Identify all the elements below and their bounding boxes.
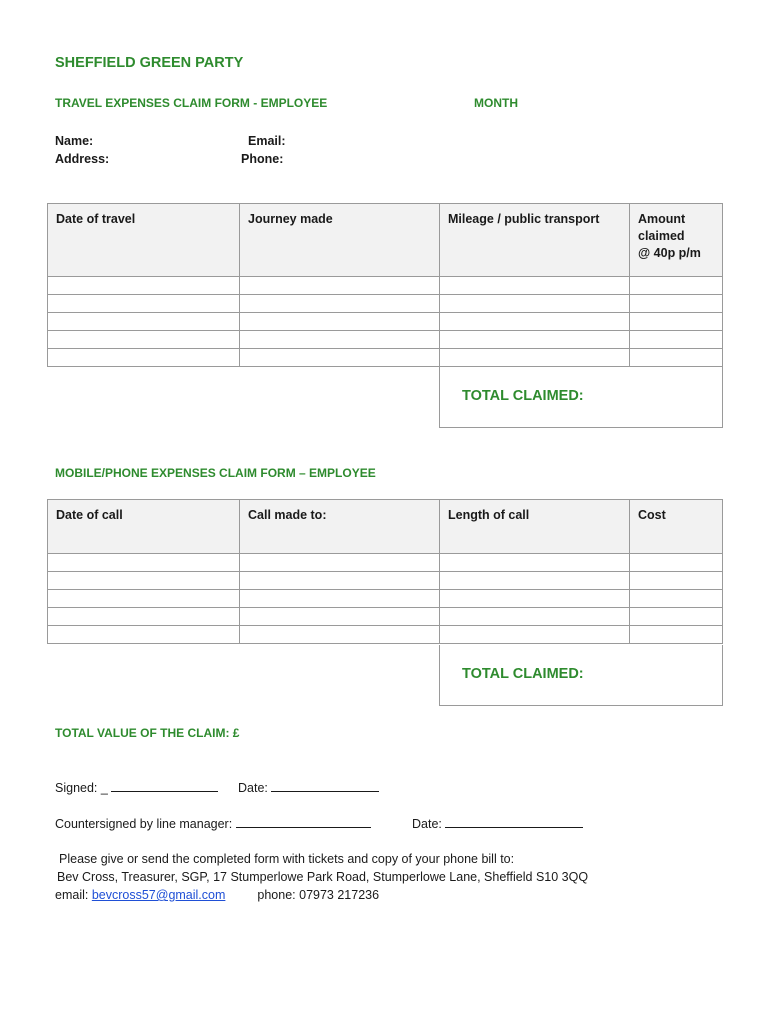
table-cell[interactable]	[440, 295, 630, 313]
table-cell[interactable]	[630, 331, 723, 349]
signed-label: Signed: _	[55, 781, 112, 795]
footer-instructions	[55, 850, 755, 904]
table-cell[interactable]	[240, 608, 440, 626]
date2-label: Date:	[412, 817, 446, 831]
col-date-of-travel: Date of travel	[48, 204, 240, 277]
phone-total-label: TOTAL CLAIMED:	[462, 666, 584, 682]
phone-total-box	[439, 645, 723, 706]
month-label: MONTH	[474, 96, 518, 110]
email-prefix: email:	[55, 888, 92, 902]
table-cell[interactable]	[630, 295, 723, 313]
table-cell[interactable]	[240, 554, 440, 572]
table-cell[interactable]	[630, 554, 723, 572]
col-cost: Cost	[630, 500, 723, 554]
amount-line-1: Amount	[638, 212, 686, 226]
col-mileage: Mileage / public transport	[440, 204, 630, 277]
table-cell[interactable]	[630, 313, 723, 331]
table-cell[interactable]	[48, 626, 240, 644]
travel-expenses-table	[47, 203, 723, 367]
table-cell[interactable]	[440, 331, 630, 349]
countersigned-date-field[interactable]	[445, 815, 583, 828]
claim-total-label: TOTAL VALUE OF THE CLAIM: £	[55, 726, 240, 740]
table-cell[interactable]	[630, 349, 723, 367]
table-cell[interactable]	[440, 349, 630, 367]
table-cell[interactable]	[240, 572, 440, 590]
table-row	[48, 277, 723, 295]
table-cell[interactable]	[48, 554, 240, 572]
footer-phone: phone: 07973 217236	[257, 888, 380, 902]
table-cell[interactable]	[240, 295, 440, 313]
col-date-of-call: Date of call	[48, 500, 240, 554]
table-cell[interactable]	[48, 608, 240, 626]
table-row	[48, 608, 723, 626]
table-row	[48, 554, 723, 572]
table-row	[48, 590, 723, 608]
phone-header-row	[48, 500, 723, 554]
table-cell[interactable]	[440, 313, 630, 331]
table-cell[interactable]	[48, 331, 240, 349]
countersigned-line	[55, 815, 371, 831]
col-call-made-to: Call made to:	[240, 500, 440, 554]
amount-line-2: claimed	[638, 229, 685, 243]
signed-date-line	[238, 779, 379, 795]
email-label: Email:	[248, 134, 286, 148]
date-label: Date:	[238, 781, 272, 795]
table-cell[interactable]	[240, 590, 440, 608]
table-cell[interactable]	[48, 349, 240, 367]
table-row	[48, 572, 723, 590]
table-cell[interactable]	[440, 554, 630, 572]
table-cell[interactable]	[630, 626, 723, 644]
footer-line-2: Bev Cross, Treasurer, SGP, 17 Stumperlowe Park Road, Stumperlowe Lane, Sheffield S10 3QQ	[57, 870, 589, 884]
table-cell[interactable]	[630, 572, 723, 590]
table-cell[interactable]	[440, 277, 630, 295]
travel-form-title: TRAVEL EXPENSES CLAIM FORM - EMPLOYEE	[55, 96, 328, 110]
table-cell[interactable]	[48, 313, 240, 331]
table-cell[interactable]	[630, 608, 723, 626]
table-cell[interactable]	[48, 277, 240, 295]
countersigned-field[interactable]	[236, 815, 371, 828]
table-cell[interactable]	[440, 590, 630, 608]
signed-line	[55, 779, 218, 795]
phone-form-title: MOBILE/PHONE EXPENSES CLAIM FORM – EMPLOYEE	[55, 466, 376, 480]
table-cell[interactable]	[48, 295, 240, 313]
name-label: Name:	[55, 134, 94, 148]
address-label: Address:	[55, 152, 110, 166]
table-cell[interactable]	[240, 626, 440, 644]
col-amount-claimed	[630, 204, 723, 277]
table-cell[interactable]	[240, 331, 440, 349]
table-row	[48, 349, 723, 367]
signed-date-field[interactable]	[271, 779, 379, 792]
table-cell[interactable]	[440, 626, 630, 644]
table-cell[interactable]	[440, 608, 630, 626]
amount-line-3: @ 40p p/m	[638, 246, 701, 260]
table-cell[interactable]	[240, 349, 440, 367]
col-journey-made: Journey made	[240, 204, 440, 277]
table-cell[interactable]	[440, 572, 630, 590]
phone-label: Phone:	[241, 152, 284, 166]
travel-total-box	[439, 367, 723, 428]
table-row	[48, 626, 723, 644]
table-cell[interactable]	[48, 590, 240, 608]
countersigned-date-line	[412, 815, 583, 831]
table-row	[48, 295, 723, 313]
table-cell[interactable]	[630, 277, 723, 295]
phone-expenses-table	[47, 499, 723, 644]
email-link[interactable]: bevcross57@gmail.com	[91, 888, 226, 902]
travel-total-label: TOTAL CLAIMED:	[462, 388, 584, 404]
footer-line-1: Please give or send the completed form with tickets and copy of your phone bill to:	[59, 852, 515, 866]
signed-field[interactable]	[111, 779, 218, 792]
travel-header-row	[48, 204, 723, 277]
table-cell[interactable]	[240, 313, 440, 331]
footer-line-3	[55, 886, 755, 904]
table-cell[interactable]	[240, 277, 440, 295]
table-cell[interactable]	[48, 572, 240, 590]
countersigned-label: Countersigned by line manager:	[55, 817, 236, 831]
organization-title: SHEFFIELD GREEN PARTY	[55, 55, 244, 71]
col-length-of-call: Length of call	[440, 500, 630, 554]
table-cell[interactable]	[630, 590, 723, 608]
table-row	[48, 313, 723, 331]
table-row	[48, 331, 723, 349]
